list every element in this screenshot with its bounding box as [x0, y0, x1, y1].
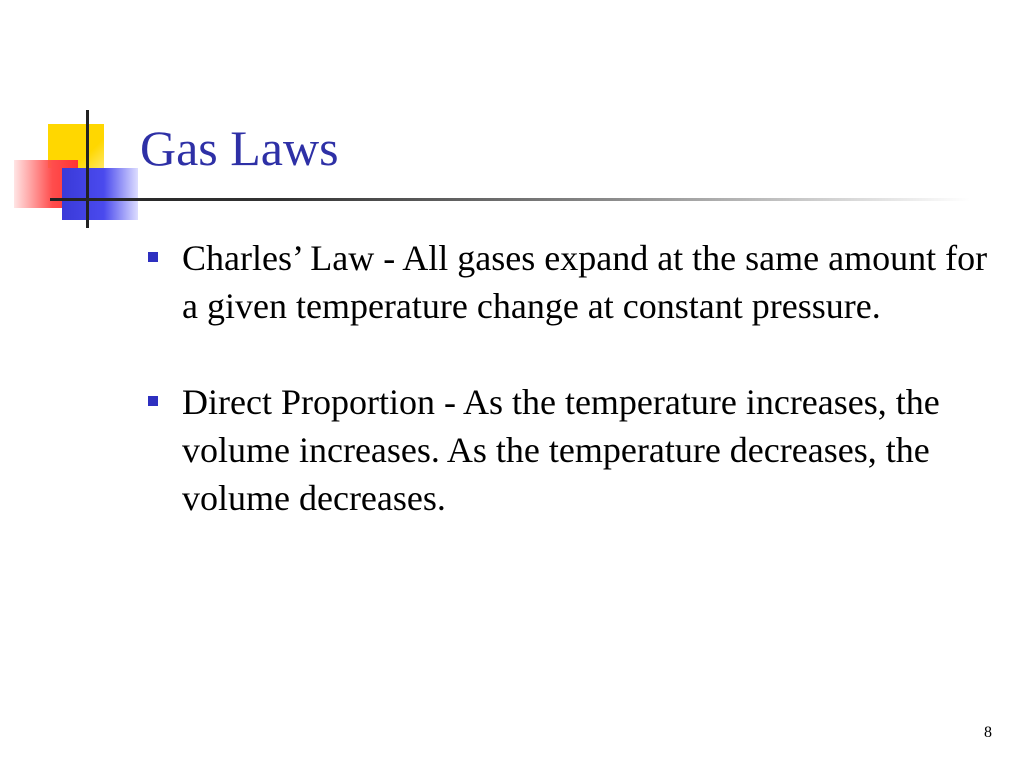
bullet-text: Direct Proportion - As the temperature increases, the volume increases. As the temperature decreases, the volume decreases.: [182, 382, 940, 518]
bullet-list: [144, 234, 1004, 570]
square-bullet-icon: [148, 252, 158, 262]
slide-title: Gas Laws: [140, 120, 339, 176]
slide-logo-decoration: [0, 0, 140, 240]
bullet-item: [144, 378, 1004, 522]
page-number: 8: [984, 724, 992, 741]
bullet-text: Charles’ Law - All gases expand at the same amount for a given temperature change at constant pressure.: [182, 238, 988, 326]
logo-vertical-line: [86, 110, 89, 228]
logo-blue-square: [62, 168, 138, 220]
bullet-item: [144, 234, 1004, 330]
square-bullet-icon: [148, 396, 158, 406]
title-underline: [50, 198, 970, 201]
